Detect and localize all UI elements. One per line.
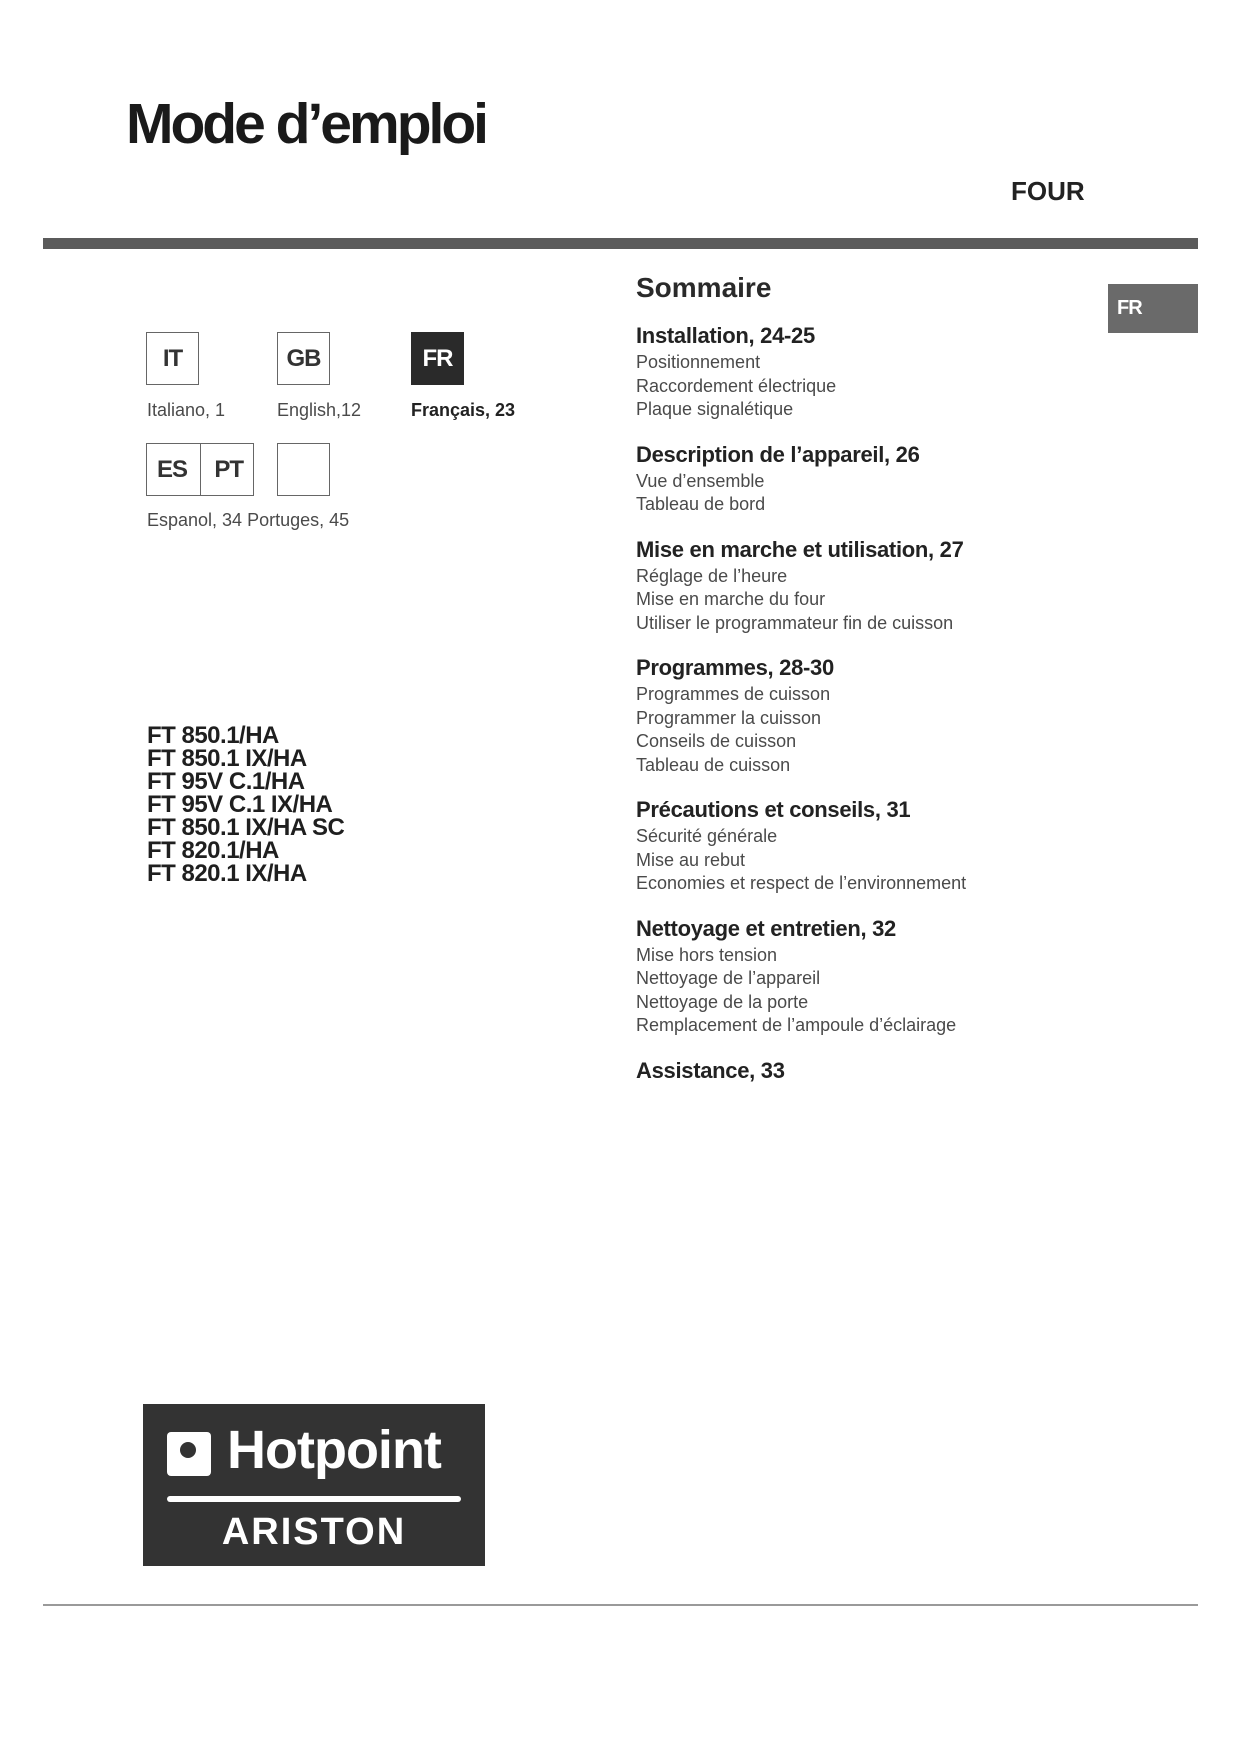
toc-item: Nettoyage de la porte [636, 991, 809, 1012]
toc-item: Mise hors tension [636, 944, 778, 965]
toc-section-mise-en-marche [636, 534, 1196, 636]
model-item: FT 850.1 IX/HA SC [147, 814, 345, 841]
toc-item: Remplacement de l’ampoule d’éclairage [636, 1015, 957, 1035]
header-divider [43, 238, 1198, 249]
hotpoint-ariston-logo [143, 1404, 485, 1566]
table-of-contents [636, 320, 1196, 1103]
lang-box-es-pt [146, 443, 254, 496]
toc-section-assistance [636, 1055, 1196, 1086]
toc-item: Réglage de l’heure [636, 565, 788, 586]
model-item: FT 95V C.1/HA [147, 768, 305, 795]
logo-mark-icon [167, 1432, 211, 1476]
product-type: FOUR [1011, 176, 1085, 206]
toc-heading: Sommaire [636, 272, 772, 303]
footer-divider [43, 1604, 1198, 1606]
toc-item: Economies et respect de l’environnement [636, 873, 967, 893]
lang-box-fr: FR [411, 332, 464, 385]
toc-section-title: Description de l’appareil, 26 [636, 441, 920, 467]
toc-section-installation [636, 320, 1196, 422]
toc-item: Conseils de cuisson [636, 731, 797, 751]
model-item: FT 850.1/HA [147, 722, 279, 749]
model-item: FT 820.1 IX/HA [147, 860, 307, 887]
toc-item: Utiliser le programmateur fin de cuisson [636, 612, 954, 633]
side-tab-language: FR [1108, 284, 1198, 333]
lang-box-separator [200, 443, 202, 496]
lang-box-it: IT [146, 332, 199, 385]
toc-section-title: Précautions et conseils, 31 [636, 797, 911, 822]
toc-item: Plaque signalétique [636, 399, 794, 419]
lang-box-empty [277, 443, 330, 496]
toc-section-description [636, 439, 1196, 517]
lang-label-gb: English,12 [277, 400, 362, 420]
page-title: Mode d’emploi [126, 92, 486, 156]
toc-item: Raccordement électrique [636, 375, 837, 396]
toc-item: Sécurité générale [636, 826, 778, 846]
lang-label-fr: Français, 23 [411, 400, 516, 420]
toc-item: Tableau de bord [636, 494, 766, 514]
toc-item: Positionnement [636, 352, 761, 372]
toc-item: Mise au rebut [636, 849, 746, 870]
model-list [147, 724, 344, 885]
lang-box-gb: GB [277, 332, 330, 385]
toc-section-title: Mise en marche et utilisation, 27 [636, 536, 964, 562]
toc-item: Nettoyage de l’appareil [636, 968, 821, 988]
toc-item: Programmer la cuisson [636, 707, 822, 728]
toc-item: Programmes de cuisson [636, 684, 831, 704]
model-item: FT 850.1 IX/HA [147, 745, 307, 772]
toc-section-programmes [636, 652, 1196, 777]
model-item: FT 820.1/HA [147, 837, 279, 864]
toc-section-title: Programmes, 28-30 [636, 655, 834, 680]
toc-section-title: Installation, 24-25 [636, 323, 815, 348]
lang-code-es: ES [157, 455, 188, 483]
logo-wordmark-ariston: ARISTON [221, 1511, 407, 1553]
lang-label-it: Italiano, 1 [147, 400, 226, 420]
toc-item: Vue d’ensemble [636, 470, 765, 491]
logo-mark-dot [180, 1442, 196, 1458]
toc-section-nettoyage [636, 913, 1196, 1038]
logo-divider [167, 1496, 461, 1502]
logo-wordmark-hotpoint: Hotpoint [227, 1420, 441, 1480]
toc-section-title: Assistance, 33 [636, 1057, 785, 1083]
toc-section-title: Nettoyage et entretien, 32 [636, 915, 896, 941]
toc-section-precautions [636, 794, 1196, 896]
lang-label-es-pt: Espanol, 34 Portuges, 45 [147, 510, 350, 530]
lang-code-pt: PT [214, 455, 243, 483]
toc-item: Mise en marche du four [636, 589, 826, 609]
toc-item: Tableau de cuisson [636, 754, 791, 775]
model-item: FT 95V C.1 IX/HA [147, 791, 333, 818]
